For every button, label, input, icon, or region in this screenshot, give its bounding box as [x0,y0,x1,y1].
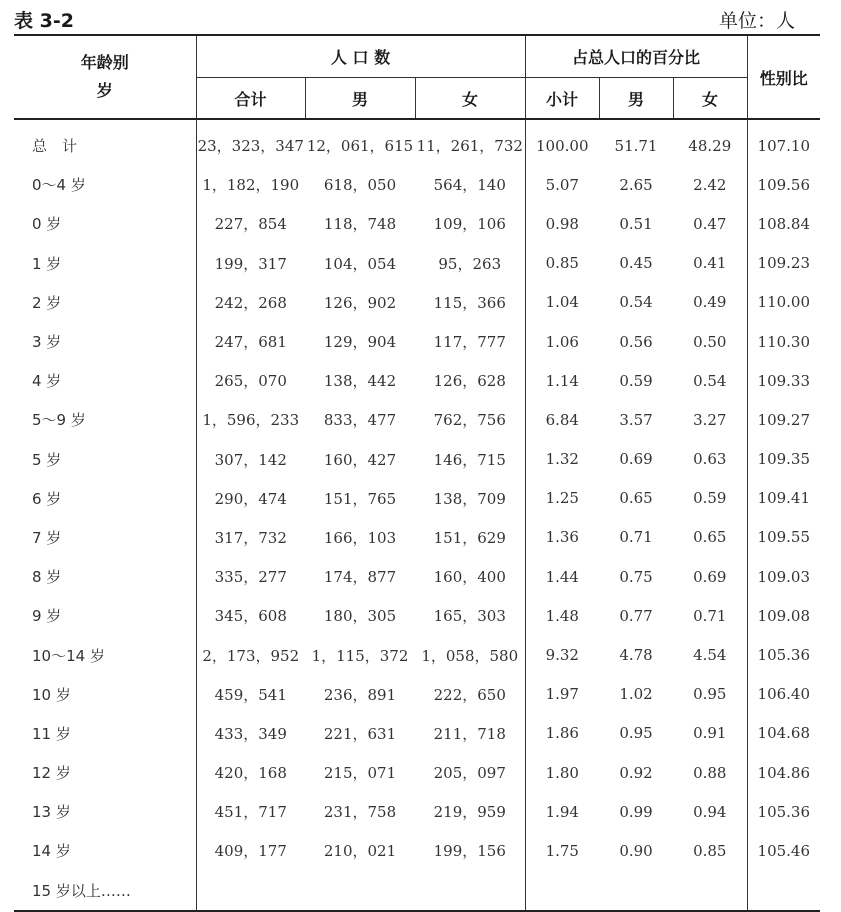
age-cell: 8 岁 [14,557,196,596]
pop-female-cell [415,871,525,911]
pct-female-cell: 0.71 [673,596,747,635]
sex-ratio-cell: 107.10 [757,136,811,155]
pop-total-header: 合计 [196,78,305,120]
pop-male-cell: 174，877 [323,568,397,587]
age-header-line2: 岁 [96,81,113,100]
table-number: 表 3-2 [14,10,74,32]
pop-male-cell: 166，103 [323,528,397,547]
age-cell: 1 岁 [14,244,196,283]
pop-female-cell: 219，959 [415,792,525,831]
age-cell: 4 岁 [14,361,196,400]
table-row [14,479,820,518]
pct-subtotal-cell: 1.86 [545,724,579,743]
pct-subtotal-cell: 9.32 [545,646,579,665]
age-cell: 6 岁 [14,479,196,518]
pop-female-cell: 564，140 [415,165,525,204]
pct-subtotal-cell: 5.07 [545,175,579,194]
age-cell: 15 岁以上…… [14,871,196,911]
pop-male-header: 男 [305,78,415,120]
pop-male-cell: 118，748 [323,215,397,234]
unit-label: 单位：人 [718,10,795,32]
pop-total-cell [196,871,305,911]
pct-male-cell: 0.90 [619,841,653,860]
pct-male-cell: 0.65 [619,489,653,508]
sex-ratio-cell: 109.03 [757,567,811,586]
table-row [14,635,820,674]
pct-male-cell: 3.57 [619,410,653,429]
pop-female-cell: 199，156 [415,831,525,870]
age-cell: 13 岁 [14,792,196,831]
pct-male-cell: 0.54 [619,293,653,312]
table-row [14,165,820,204]
table-row [14,119,820,165]
pop-female-cell: 95，263 [415,244,525,283]
pct-male-cell: 0.75 [619,567,653,586]
pct-male-cell: 0.59 [619,371,653,390]
pct-female-cell: 4.54 [673,635,747,674]
pct-female-cell [673,871,747,911]
sex-ratio-cell: 105.46 [757,841,811,860]
pct-female-cell: 0.69 [673,557,747,596]
pop-total-cell: 247，681 [214,333,287,352]
pop-female-cell: 205，097 [415,753,525,792]
pop-male-cell: 210，021 [323,842,397,861]
sex-ratio-cell: 109.35 [757,450,811,469]
age-cell: 2 岁 [14,283,196,322]
age-cell: 3 岁 [14,322,196,361]
pop-male-cell: 129，904 [323,333,397,352]
pct-subtotal-cell: 0.85 [545,254,579,273]
pct-female-cell: 0.63 [673,440,747,479]
pct-male-cell: 0.95 [619,724,653,743]
pct-subtotal-cell: 1.25 [545,489,579,508]
sex-ratio-cell: 109.41 [757,489,811,508]
pct-male-cell: 0.77 [619,606,653,625]
pct-female-cell: 0.50 [673,322,747,361]
pop-female-cell: 151，629 [415,518,525,557]
pct-female-cell: 0.59 [673,479,747,518]
age-cell: 5～9 岁 [14,400,196,439]
sex-ratio-cell: 109.55 [757,528,811,547]
pct-male-header: 男 [599,78,673,120]
pct-subtotal-cell: 1.75 [545,841,579,860]
pct-male-cell: 0.56 [619,332,653,351]
pop-total-cell: 242，268 [214,293,287,312]
pop-total-cell: 409，177 [214,842,287,861]
sex-ratio-cell: 110.30 [757,332,811,351]
age-cell: 12 岁 [14,753,196,792]
pct-male-cell: 51.71 [614,136,658,155]
pop-total-cell: 265，070 [214,372,287,391]
sex-ratio-cell: 110.00 [757,293,811,312]
age-cell: 14 岁 [14,831,196,870]
pop-female-cell: 115，366 [415,283,525,322]
age-cell: 0～4 岁 [14,165,196,204]
age-cell: 10 岁 [14,675,196,714]
pop-male-cell: 104，054 [323,254,397,273]
pop-total-cell: 307，142 [214,450,287,469]
table-row [14,714,820,753]
pct-female-cell: 0.88 [673,753,747,792]
pct-subtotal-cell: 1.97 [545,685,579,704]
pop-male-cell: 151，765 [323,489,397,508]
pop-total-cell: 345，608 [214,607,287,626]
pop-female-cell: 11，261，732 [415,119,525,165]
table-row [14,831,820,870]
sex-ratio-cell: 108.84 [757,214,811,233]
age-cell: 10～14 岁 [14,635,196,674]
pop-total-cell: 451，717 [214,803,287,822]
pop-male-cell: 180，305 [323,607,397,626]
table-header [14,35,820,119]
age-cell: 总 计 [14,119,196,165]
pct-male-cell: 0.69 [619,450,653,469]
pct-female-cell: 0.65 [673,518,747,557]
table-row [14,440,820,479]
pop-male-cell: 160，427 [323,450,397,469]
pct-subtotal-cell: 1.94 [545,802,579,821]
pop-male-cell: 618，050 [323,176,397,195]
pct-male-cell: 2.65 [619,175,653,194]
pop-total-cell: 420，168 [214,764,287,783]
pop-male-cell: 138，442 [323,372,397,391]
pct-female-cell: 0.95 [673,675,747,714]
age-cell: 5 岁 [14,440,196,479]
sex-ratio-header: 性别比 [759,68,808,88]
sex-ratio-cell: 106.40 [757,685,811,704]
sex-ratio-cell: 109.33 [757,371,811,390]
pop-male-cell: 231，758 [323,803,397,822]
sex-ratio-cell: 109.08 [757,606,811,625]
age-column-header [14,35,196,119]
pct-subtotal-cell: 1.80 [545,763,579,782]
pct-male-cell [599,871,673,911]
pct-female-cell: 0.91 [673,714,747,753]
pop-male-cell: 236，891 [323,685,397,704]
pop-male-cell [305,871,415,911]
table-row [14,675,820,714]
age-cell: 0 岁 [14,204,196,243]
table-row [14,792,820,831]
age-cell: 7 岁 [14,518,196,557]
table-row [14,871,820,911]
table-row [14,283,820,322]
pop-total-cell: 459，541 [214,685,287,704]
pct-subtotal-header: 小计 [525,78,599,120]
sex-ratio-cell: 104.68 [757,724,811,743]
pop-total-cell: 1，182，190 [202,176,300,195]
sex-ratio-cell: 105.36 [757,802,811,821]
pct-male-cell: 0.45 [619,254,653,273]
pop-male-cell: 12，061，615 [306,137,414,156]
table-row [14,244,820,283]
population-group-header: 人 口 数 [196,35,525,78]
pct-subtotal-cell: 0.98 [545,214,579,233]
pct-subtotal-cell: 1.44 [545,567,579,586]
pop-female-cell: 211，718 [415,714,525,753]
pct-female-cell: 0.54 [673,361,747,400]
pct-subtotal-cell [525,871,599,911]
age-cell: 9 岁 [14,596,196,635]
pct-subtotal-cell: 6.84 [545,410,579,429]
pct-female-cell: 0.47 [673,204,747,243]
pop-female-cell: 109，106 [415,204,525,243]
table-row [14,753,820,792]
pct-subtotal-cell: 1.36 [545,528,579,547]
sex-ratio-cell: 104.86 [757,763,811,782]
table-row [14,322,820,361]
table-row [14,518,820,557]
pop-female-cell: 1，058，580 [415,635,525,674]
pop-female-cell: 117，777 [415,322,525,361]
pop-total-cell: 23，323，347 [197,137,304,156]
pop-female-cell: 138，709 [415,479,525,518]
pop-total-cell: 433，349 [214,724,287,743]
pct-male-cell: 0.92 [619,763,653,782]
age-cell: 11 岁 [14,714,196,753]
population-table [14,34,820,912]
pop-male-cell: 833，477 [323,411,397,430]
sex-ratio-cell [747,871,820,911]
pct-subtotal-cell: 1.14 [545,371,579,390]
pop-total-cell: 290，474 [214,489,287,508]
pct-female-cell: 2.42 [673,165,747,204]
pct-female-cell: 0.85 [673,831,747,870]
pop-total-cell: 335，277 [214,568,287,587]
pop-female-cell: 160，400 [415,557,525,596]
pop-female-header: 女 [415,78,525,120]
pct-subtotal-cell: 1.04 [545,293,579,312]
table-row [14,361,820,400]
sex-ratio-cell: 109.23 [757,254,811,273]
pop-female-cell: 126，628 [415,361,525,400]
age-header-line1: 年龄别 [80,53,129,72]
pct-female-header: 女 [673,78,747,120]
pop-male-cell: 221，631 [323,724,397,743]
pop-total-cell: 317，732 [214,528,287,547]
pop-female-cell: 762，756 [415,400,525,439]
table-row [14,400,820,439]
pct-subtotal-cell: 100.00 [536,136,589,155]
pop-total-cell: 1，596，233 [202,411,300,430]
pop-male-cell: 215，071 [323,764,397,783]
pct-male-cell: 1.02 [619,685,653,704]
table-row [14,204,820,243]
pct-female-cell: 0.49 [673,283,747,322]
percentage-group-header: 占总人口的百分比 [525,35,747,78]
pct-male-cell: 0.99 [619,802,653,821]
pct-male-cell: 4.78 [619,646,653,665]
sex-ratio-cell: 109.56 [757,175,811,194]
pct-male-cell: 0.51 [619,214,653,233]
sex-ratio-cell: 105.36 [757,646,811,665]
pop-female-cell: 165，303 [415,596,525,635]
table-row [14,596,820,635]
pct-subtotal-cell: 1.06 [545,332,579,351]
pct-female-cell: 48.29 [673,119,747,165]
pct-female-cell: 0.41 [673,244,747,283]
pop-total-cell: 2，173，952 [202,646,300,665]
pct-subtotal-cell: 1.32 [545,450,579,469]
pop-female-cell: 146，715 [415,440,525,479]
pct-subtotal-cell: 1.48 [545,606,579,625]
table-body [14,119,820,911]
pop-total-cell: 227，854 [214,215,287,234]
pop-female-cell: 222，650 [415,675,525,714]
sex-ratio-cell: 109.27 [757,410,811,429]
pop-total-cell: 199，317 [214,254,287,273]
pct-female-cell: 0.94 [673,792,747,831]
pop-male-cell: 1，115，372 [311,646,409,665]
pop-male-cell: 126，902 [323,293,397,312]
table-row [14,557,820,596]
pct-female-cell: 3.27 [673,400,747,439]
pct-male-cell: 0.71 [619,528,653,547]
